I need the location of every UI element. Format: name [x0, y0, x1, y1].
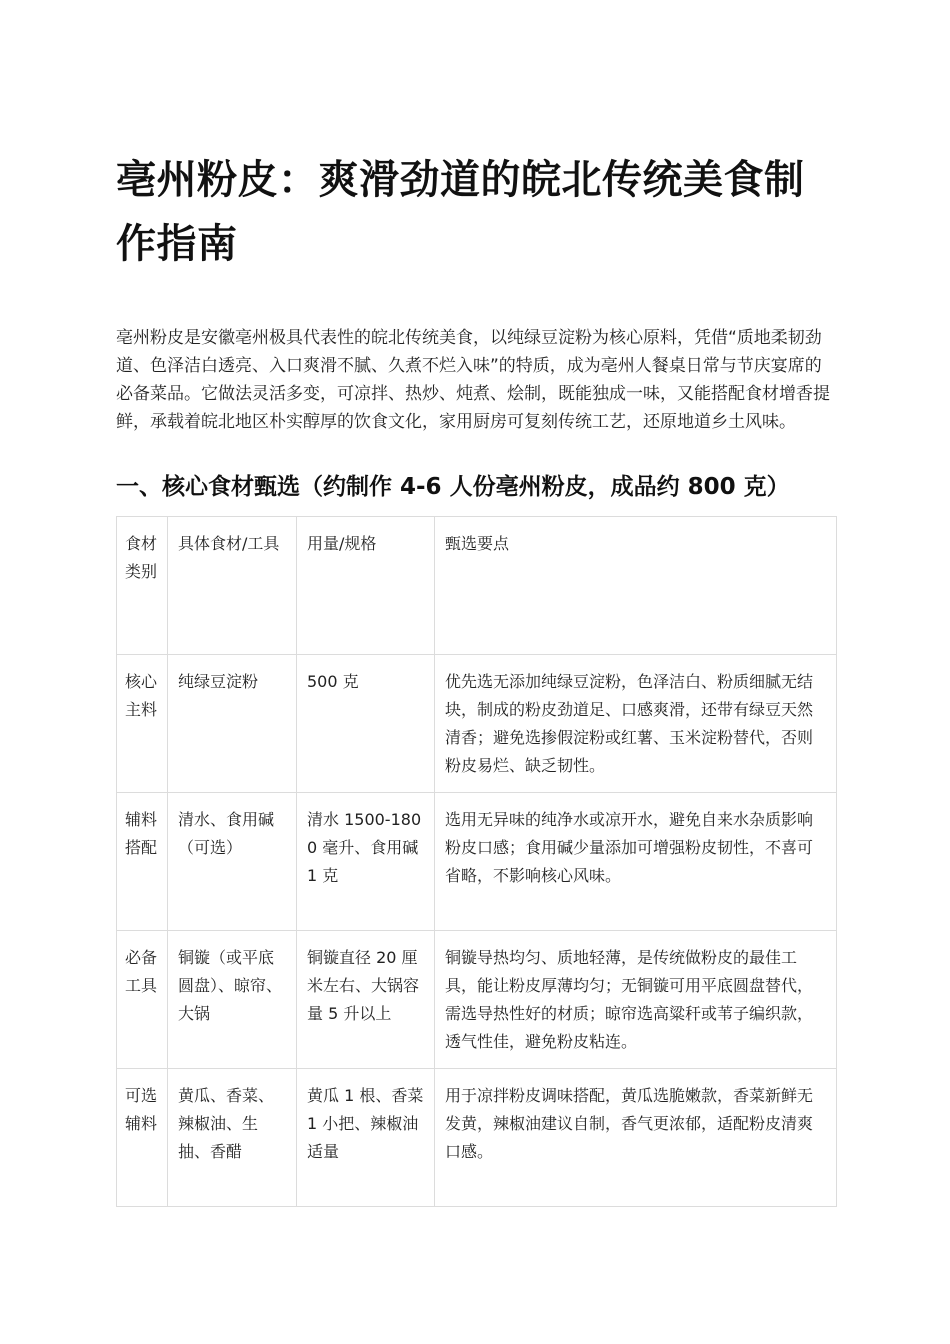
header-amount: 用量/规格 [297, 517, 435, 655]
cell-tips: 优先选无添加纯绿豆淀粉，色泽洁白、粉质细腻无结块，制成的粉皮劲道足、口感爽滑，还带有绿豆天然清香；避免选掺假淀粉或红薯、玉米淀粉替代，否则粉皮易烂、缺乏韧性。 [435, 655, 837, 793]
table-row [117, 655, 837, 793]
cell-category: 辅料搭配 [117, 793, 168, 931]
cell-category: 必备工具 [117, 931, 168, 1069]
table-row [117, 931, 837, 1069]
header-tips: 甄选要点 [435, 517, 837, 655]
section-heading: 一、核心食材甄选（约制作 4-6 人份亳州粉皮，成品约 800 克） [116, 474, 790, 500]
document-title: 亳州粉皮：爽滑劲道的皖北传统美食制作指南 [116, 157, 805, 267]
cell-amount: 黄瓜 1 根、香菜 1 小把、辣椒油适量 [297, 1069, 435, 1207]
cell-amount: 清水 1500-1800 毫升、食用碱 1 克 [297, 793, 435, 931]
header-item: 具体食材/工具 [168, 517, 297, 655]
ingredients-table [116, 516, 837, 1207]
cell-category: 可选辅料 [117, 1069, 168, 1207]
cell-tips: 用于凉拌粉皮调味搭配，黄瓜选脆嫩款，香菜新鲜无发黄，辣椒油建议自制，香气更浓郁，适配粉皮清爽口感。 [435, 1069, 837, 1207]
document-page [116, 148, 834, 1207]
cell-item: 铜镟（或平底圆盘）、晾帘、大锅 [168, 931, 297, 1069]
cell-item: 清水、食用碱（可选） [168, 793, 297, 931]
cell-amount: 铜镟直径 20 厘米左右、大锅容量 5 升以上 [297, 931, 435, 1069]
cell-tips: 选用无异味的纯净水或凉开水，避免自来水杂质影响粉皮口感；食用碱少量添加可增强粉皮韧性，不喜可省略，不影响核心风味。 [435, 793, 837, 931]
cell-item: 黄瓜、香菜、辣椒油、生抽、香醋 [168, 1069, 297, 1207]
table-header-row [117, 517, 837, 655]
cell-category: 核心主料 [117, 655, 168, 793]
intro-paragraph: 亳州粉皮是安徽亳州极具代表性的皖北传统美食，以纯绿豆淀粉为核心原料，凭借“质地柔韧劲道、色泽洁白透亮、入口爽滑不腻、久煮不烂入味”的特质，成为亳州人餐桌日常与节庆宴席的必备菜品。它做法灵活多变，可凉拌、热炒、炖煮、烩制，既能独成一味，又能搭配食材增香提鲜，承载着皖北地区朴实醇厚的饮食文化，家用厨房可复刻传统工艺，还原地道乡土风味。 [116, 328, 830, 432]
table-row [117, 793, 837, 931]
table-row [117, 1069, 837, 1207]
cell-tips: 铜镟导热均匀、质地轻薄，是传统做粉皮的最佳工具，能让粉皮厚薄均匀；无铜镟可用平底圆盘替代，需选导热性好的材质；晾帘选高粱秆或苇子编织款，透气性佳，避免粉皮粘连。 [435, 931, 837, 1069]
cell-item: 纯绿豆淀粉 [168, 655, 297, 793]
header-category: 食材类别 [117, 517, 168, 655]
cell-amount: 500 克 [297, 655, 435, 793]
